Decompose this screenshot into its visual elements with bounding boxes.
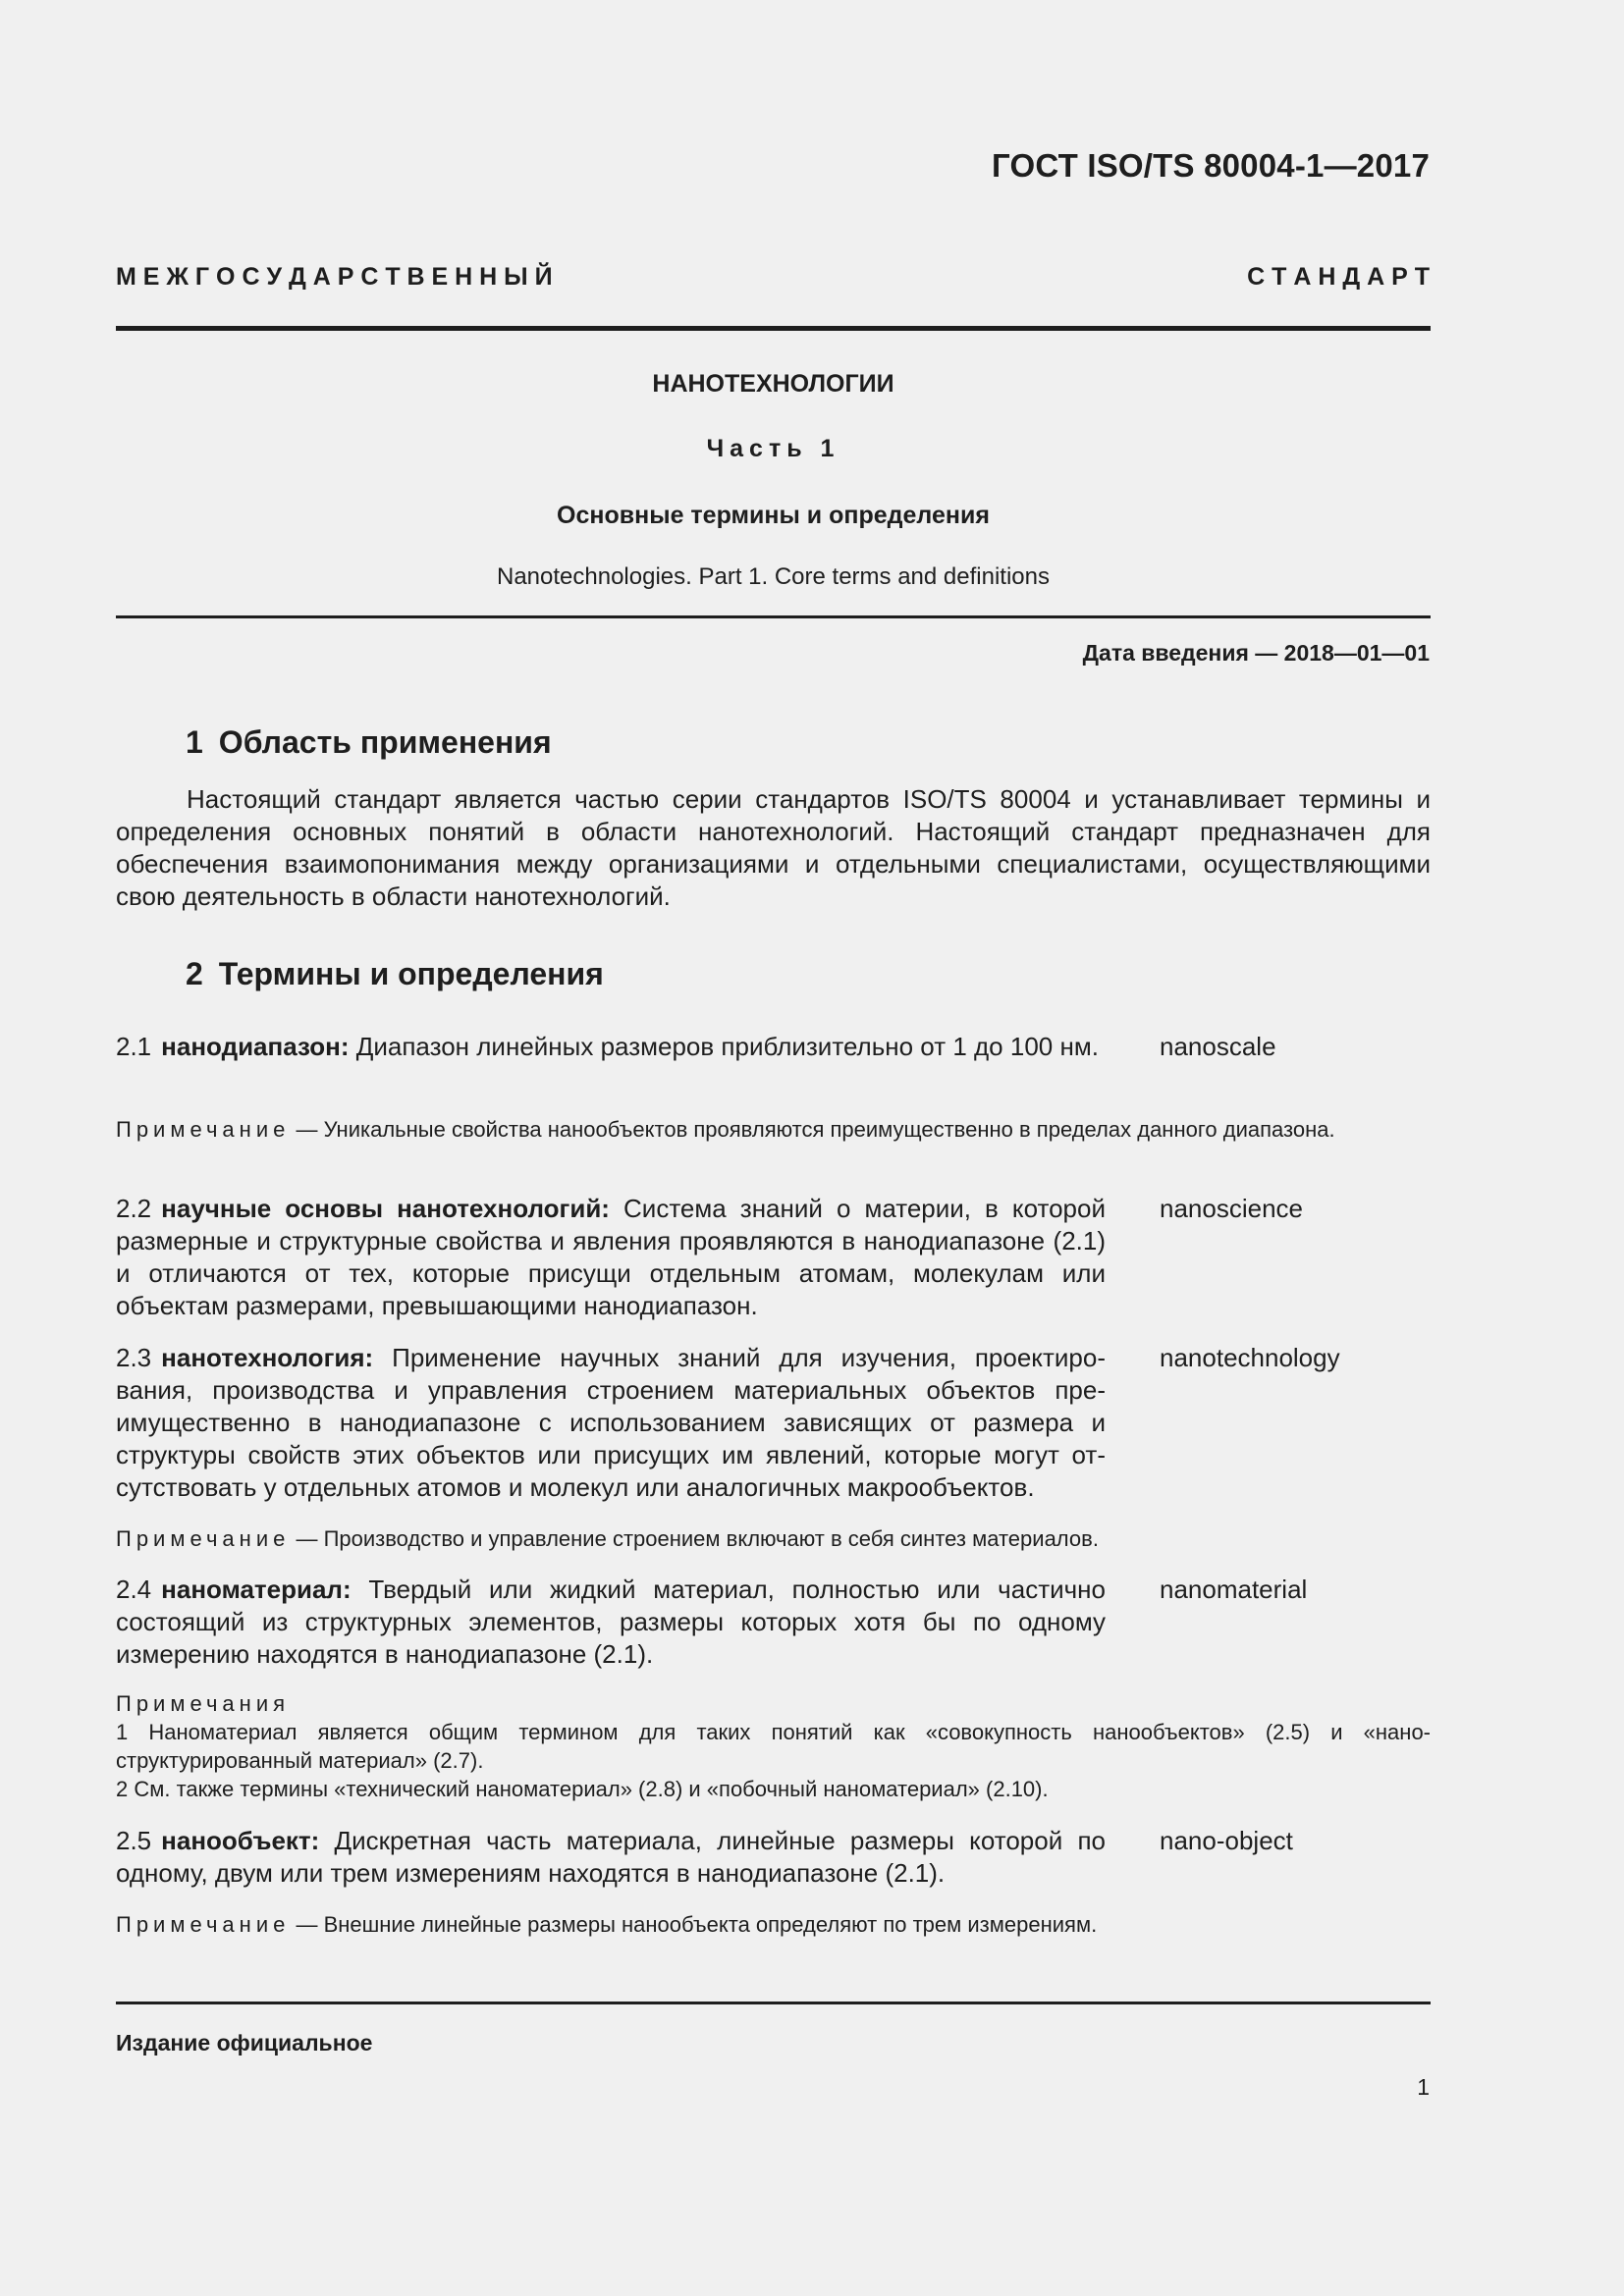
term-number: 2.4 — [116, 1575, 152, 1604]
term-english: nano-object — [1160, 1826, 1293, 1855]
note-text: — Производство и управление строением включают в себя синтез материалов. — [290, 1526, 1099, 1551]
term-definition: Дискретная часть материала, линейные размеры которой по одному, двум или трем измерениям находятся в нанодиапазоне (2.1). — [116, 1826, 1106, 1888]
term-number: 2.5 — [116, 1826, 152, 1855]
term-definition: Твердый или жидкий материал, полностью или частично состоящий из структурных элементов, размеры которых хотя бы по одному измерению находятся в нанодиапазоне (2.1). — [116, 1575, 1106, 1669]
edition-label: Издание официальное — [116, 2030, 373, 2056]
term-entry — [116, 1574, 1106, 1671]
section-title: Область применения — [218, 724, 552, 760]
note-label: Примечание — [116, 1117, 291, 1142]
section-number: 2 — [186, 956, 203, 991]
term-number: 2.1 — [116, 1032, 152, 1061]
term-name: научные основы нанотехнологий: — [161, 1194, 610, 1223]
term-number: 2.3 — [116, 1343, 152, 1372]
term-notes — [116, 1689, 1431, 1803]
term-entry — [116, 1031, 1106, 1063]
english-title: Nanotechnologies. Part 1. Core terms and definitions — [497, 563, 1050, 590]
part-label: Часть 1 — [706, 435, 840, 462]
term-entry — [116, 1193, 1106, 1322]
term-english: nanoscale — [1160, 1032, 1276, 1061]
term-note — [116, 1115, 1431, 1144]
scope-paragraph — [116, 783, 1431, 913]
note-text: — Внешние линейные размеры нанообъекта определяют по трем измерениям. — [290, 1912, 1098, 1937]
term-note — [116, 1910, 1431, 1939]
term-definition: Диапазон линейных размеров приблизительно от 1 до 100 нм. — [355, 1032, 1099, 1061]
standard-type-heading — [116, 263, 1430, 292]
term-entry — [116, 1825, 1106, 1890]
page-number: 1 — [1417, 2074, 1430, 2100]
footer-rule — [116, 2002, 1431, 2004]
term-english: nanomaterial — [1160, 1575, 1308, 1604]
note-label: Примечание — [116, 1912, 291, 1937]
term-number: 2.2 — [116, 1194, 152, 1223]
note-text: — Уникальные свойства нанообъектов проявляются преимущественно в пределах данного диапазона. — [290, 1117, 1335, 1142]
term-name: нанодиапазон: — [161, 1032, 350, 1061]
term-name: нанотехнология: — [161, 1343, 374, 1372]
document-title: НАНОТЕХНОЛОГИИ — [652, 370, 894, 398]
term-english: nanoscience — [1160, 1194, 1303, 1223]
standard-type-left: М Е Ж Г О С У Д А Р С Т В Е Н Н Ы Й — [116, 263, 553, 291]
section-title: Термины и определения — [218, 956, 604, 991]
section-number: 1 — [186, 724, 203, 760]
note-item: 1 Наноматериал является общим термином для таких понятий как «совокупность нанообъектов» (2.5) и «нано-структурированный материал» (2.7). — [116, 1720, 1431, 1773]
standard-type-right: С Т А Н Д А Р Т — [1247, 263, 1430, 291]
term-entry — [116, 1342, 1106, 1504]
note-item: 2 См. также термины «технический наноматериал» (2.8) и «побочный наноматериал» (2.10). — [116, 1777, 1049, 1801]
section-heading-terms — [186, 956, 604, 992]
note-label: Примечание — [116, 1526, 291, 1551]
term-name: наноматериал: — [161, 1575, 352, 1604]
standard-designation: ГОСТ ISO/TS 80004-1—2017 — [992, 147, 1430, 184]
term-definition: Система знаний о материи, в которой размерные и структурные свойства и явления проявляются в нанодиапазоне (2.1) и отличаются от тех, которые присущи отдельным атомам, молекулам или объектам размерами, превышающими нанодиапазон. — [116, 1194, 1106, 1320]
notes-label: Примечания — [116, 1691, 291, 1716]
term-name: нанообъект: — [161, 1826, 320, 1855]
term-note — [116, 1524, 1431, 1553]
term-definition: Применение научных знаний для изучения, проектиро-вания, производства и управления строением материальных объектов пре-имущественно в нанодиапазоне с использованием зависящих от размера и структуры свойств этих объектов или присущих им явлений, которые могут от-сутствовать у отдельных атомов и молекул или аналогичных макрообъектов. — [116, 1343, 1106, 1502]
header-rule — [116, 326, 1431, 331]
term-english: nanotechnology — [1160, 1343, 1340, 1372]
document-subtitle: Основные термины и определения — [557, 502, 990, 529]
introduction-date: Дата введения — 2018—01—01 — [1082, 640, 1430, 666]
scope-text: Настоящий стандарт является частью серии стандартов ISO/TS 80004 и устанавливает термины и определения основных понятий в области нанотехнологий. Настоящий стандарт предназначен для обеспечения взаимопонимания между организациями и отдельными специалистами, осуществляющими свою деятельность в области нанотехнологий. — [116, 784, 1431, 911]
section-heading-scope — [186, 724, 552, 761]
title-rule — [116, 615, 1431, 618]
